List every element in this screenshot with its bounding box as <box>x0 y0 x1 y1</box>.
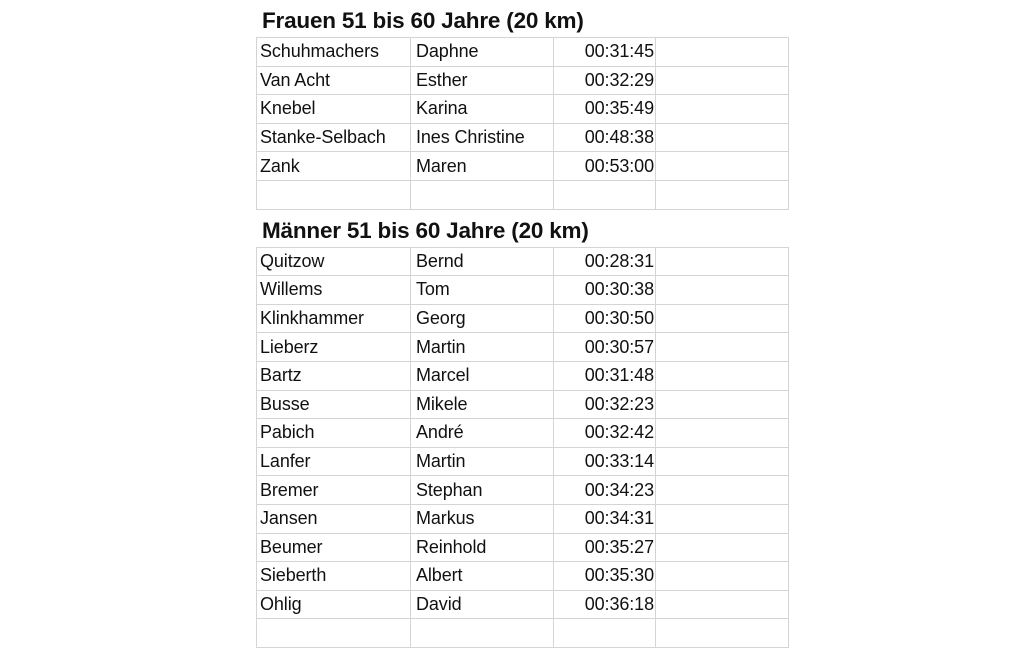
first-name-cell: Martin <box>416 336 466 357</box>
last-name-cell: Stanke-Selbach <box>260 127 386 148</box>
results-sheet <box>256 0 789 648</box>
table-row <box>256 476 789 505</box>
last-name-cell: Ohlig <box>260 594 302 615</box>
first-name-cell: David <box>416 594 462 615</box>
time-cell: 00:53:00 <box>584 155 654 176</box>
table-row <box>256 333 789 362</box>
table-row <box>256 95 789 124</box>
last-name-cell: Quitzow <box>260 250 325 271</box>
table-row <box>256 419 789 448</box>
time-cell: 00:31:48 <box>584 365 654 386</box>
time-cell: 00:48:38 <box>584 127 654 148</box>
time-cell: 00:32:29 <box>584 69 654 90</box>
table-row <box>256 67 789 96</box>
first-name-cell: Ines Christine <box>416 127 525 148</box>
first-name-cell: Martin <box>416 451 466 472</box>
last-name-cell: Bartz <box>260 365 302 386</box>
last-name-cell: Schuhmachers <box>260 41 379 62</box>
empty-row <box>256 181 789 210</box>
time-cell: 00:30:50 <box>584 308 654 329</box>
last-name-cell: Sieberth <box>260 565 327 586</box>
first-name-cell: Marcel <box>416 365 470 386</box>
time-cell: 00:30:38 <box>584 279 654 300</box>
table-row <box>256 562 789 591</box>
table-row <box>256 152 789 181</box>
table-row <box>256 391 789 420</box>
first-name-cell: Karina <box>416 98 468 119</box>
table-row <box>256 248 789 277</box>
last-name-cell: Busse <box>260 393 310 414</box>
first-name-cell: Reinhold <box>416 536 487 557</box>
first-name-cell: André <box>416 422 464 443</box>
last-name-cell: Jansen <box>260 508 318 529</box>
first-name-cell: Stephan <box>416 479 483 500</box>
table-row <box>256 448 789 477</box>
first-name-cell: Maren <box>416 155 467 176</box>
last-name-cell: Willems <box>260 279 323 300</box>
last-name-cell: Lieberz <box>260 336 319 357</box>
time-cell: 00:34:31 <box>584 508 654 529</box>
first-name-cell: Albert <box>416 565 463 586</box>
table-row <box>256 124 789 153</box>
time-cell: 00:32:23 <box>584 393 654 414</box>
table-row <box>256 276 789 305</box>
time-cell: 00:28:31 <box>584 250 654 271</box>
last-name-cell: Lanfer <box>260 451 311 472</box>
time-cell: 00:35:30 <box>584 565 654 586</box>
section-heading: Männer 51 bis 60 Jahre (20 km) <box>262 217 589 243</box>
last-name-cell: Pabich <box>260 422 315 443</box>
last-name-cell: Bremer <box>260 479 319 500</box>
time-cell: 00:34:23 <box>584 479 654 500</box>
table-row <box>256 38 789 67</box>
time-cell: 00:36:18 <box>584 594 654 615</box>
first-name-cell: Mikele <box>416 393 468 414</box>
section-heading-row <box>256 0 789 38</box>
first-name-cell: Esther <box>416 69 468 90</box>
table-row <box>256 534 789 563</box>
table-row <box>256 362 789 391</box>
last-name-cell: Zank <box>260 155 300 176</box>
first-name-cell: Daphne <box>416 41 479 62</box>
table-row <box>256 591 789 620</box>
last-name-cell: Van Acht <box>260 69 330 90</box>
time-cell: 00:32:42 <box>584 422 654 443</box>
table-row <box>256 505 789 534</box>
section-heading-row <box>256 210 789 248</box>
first-name-cell: Georg <box>416 308 466 329</box>
time-cell: 00:35:27 <box>584 536 654 557</box>
section-heading: Frauen 51 bis 60 Jahre (20 km) <box>262 8 584 33</box>
table-row <box>256 305 789 334</box>
empty-row <box>256 619 789 648</box>
time-cell: 00:33:14 <box>584 451 654 472</box>
last-name-cell: Klinkhammer <box>260 308 364 329</box>
last-name-cell: Beumer <box>260 536 323 557</box>
first-name-cell: Tom <box>416 279 450 300</box>
time-cell: 00:30:57 <box>584 336 654 357</box>
time-cell: 00:35:49 <box>584 98 654 119</box>
time-cell: 00:31:45 <box>584 41 654 62</box>
first-name-cell: Bernd <box>416 250 464 271</box>
first-name-cell: Markus <box>416 508 475 529</box>
last-name-cell: Knebel <box>260 98 316 119</box>
